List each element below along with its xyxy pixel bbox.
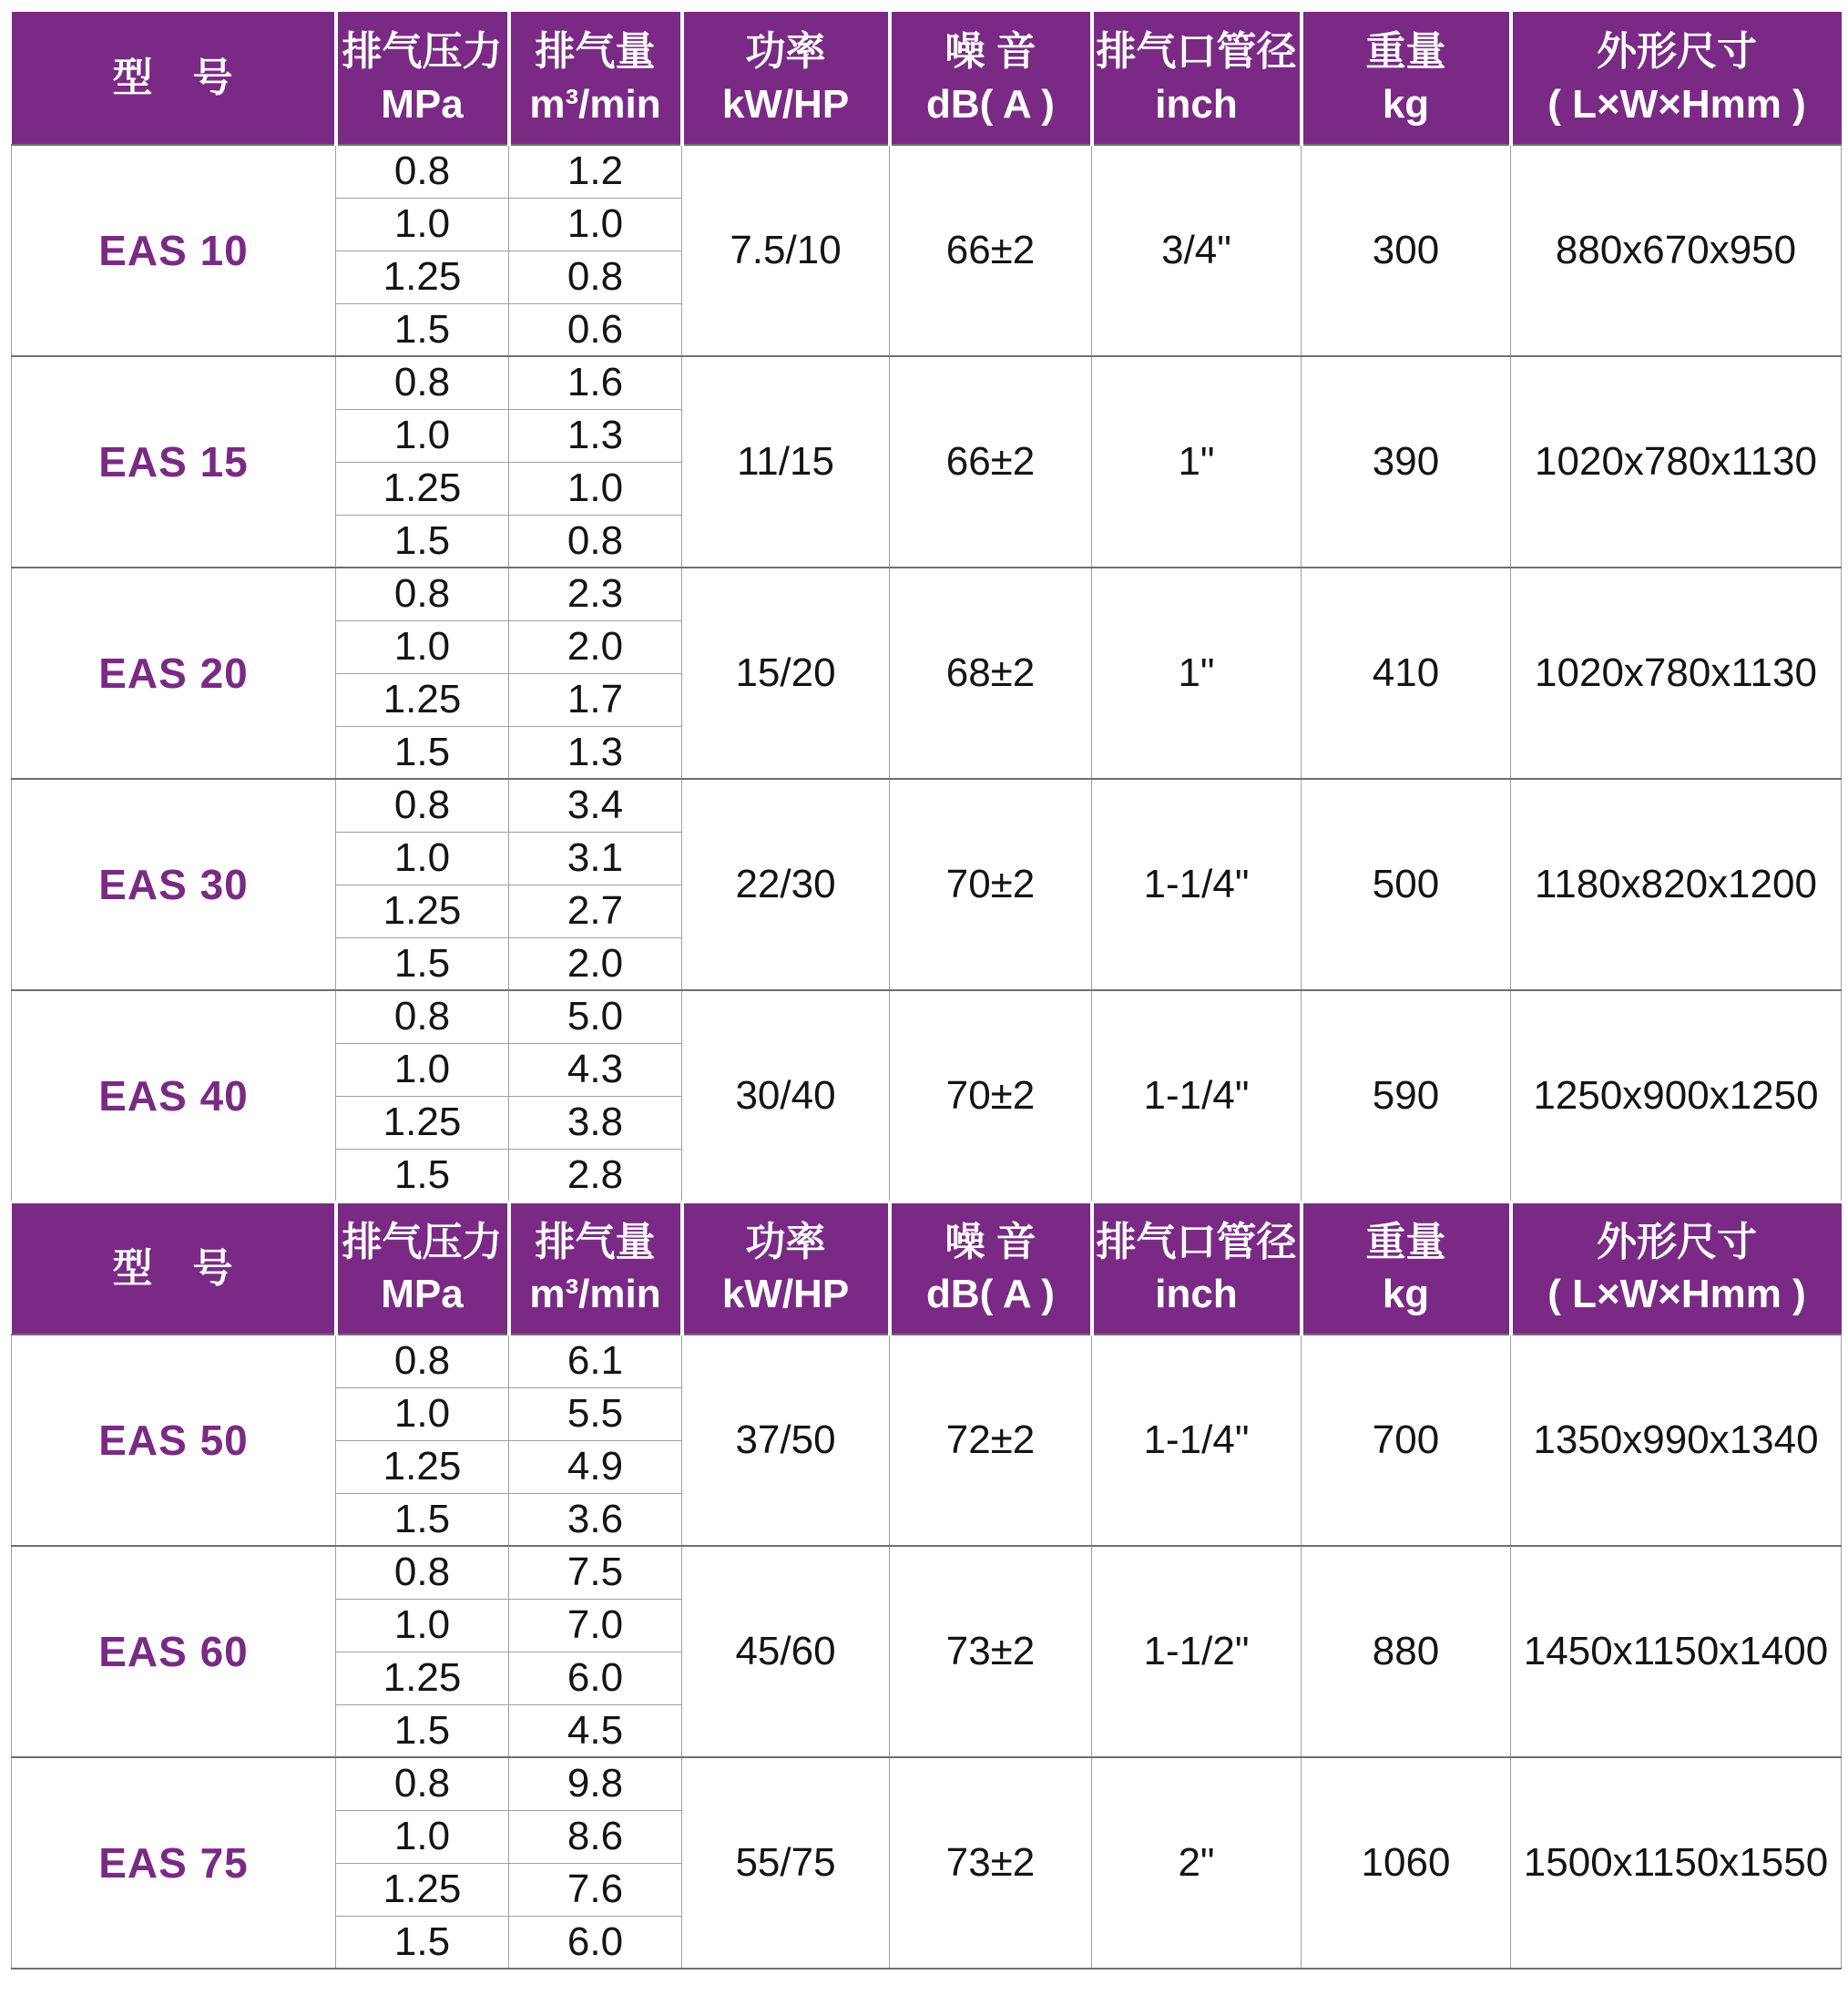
pressure-value: 1.5 xyxy=(336,1704,509,1757)
pressure-value: 0.8 xyxy=(336,1546,509,1599)
dims-value: 1020x780x1130 xyxy=(1511,356,1842,568)
table-header-top xyxy=(12,12,1842,145)
pressure-value: 0.8 xyxy=(336,145,509,198)
model-name: EAS 40 xyxy=(12,990,336,1202)
model-block-eas20 xyxy=(12,568,1842,779)
spec-table xyxy=(11,12,1842,1969)
flow-value: 0.6 xyxy=(509,303,682,356)
dims-value: 1500x1150x1550 xyxy=(1511,1757,1842,1969)
col-header-weight: 重量 kg xyxy=(1302,1202,1511,1335)
pressure-value: 0.8 xyxy=(336,779,509,832)
table-row xyxy=(12,779,1842,832)
weight-value: 880 xyxy=(1302,1546,1511,1757)
flow-value: 2.7 xyxy=(509,885,682,937)
noise-value: 70±2 xyxy=(890,779,1092,990)
pressure-value: 1.25 xyxy=(336,1863,509,1916)
col-header-dims: 外形尺寸 ( L×W×Hmm ) xyxy=(1511,1202,1842,1335)
flow-value: 2.0 xyxy=(509,937,682,990)
flow-value: 1.3 xyxy=(509,409,682,462)
pressure-value: 1.5 xyxy=(336,937,509,990)
flow-value: 1.7 xyxy=(509,673,682,726)
pipe-value: 1-1/4" xyxy=(1092,1335,1302,1546)
flow-value: 4.9 xyxy=(509,1440,682,1493)
model-name: EAS 50 xyxy=(12,1335,336,1546)
flow-value: 6.0 xyxy=(509,1916,682,1969)
model-name: EAS 30 xyxy=(12,779,336,990)
pressure-value: 0.8 xyxy=(336,568,509,620)
flow-value: 2.3 xyxy=(509,568,682,620)
pressure-value: 1.0 xyxy=(336,1387,509,1440)
flow-value: 0.8 xyxy=(509,251,682,303)
col-header-power: 功率 kW/HP xyxy=(682,12,890,145)
noise-value: 66±2 xyxy=(890,145,1092,356)
col-header-noise: 噪 音 dB( A ) xyxy=(890,12,1092,145)
pipe-value: 3/4" xyxy=(1092,145,1302,356)
flow-value: 3.4 xyxy=(509,779,682,832)
noise-value: 72±2 xyxy=(890,1335,1092,1546)
weight-value: 410 xyxy=(1302,568,1511,779)
model-block-eas30 xyxy=(12,779,1842,990)
pressure-value: 1.25 xyxy=(336,1440,509,1493)
model-block-eas50 xyxy=(12,1335,1842,1546)
flow-value: 1.3 xyxy=(509,726,682,779)
table-row xyxy=(12,990,1842,1043)
pressure-value: 1.0 xyxy=(336,1599,509,1652)
col-header-flow: 排气量 m³/min xyxy=(509,12,682,145)
noise-value: 66±2 xyxy=(890,356,1092,568)
flow-value: 7.5 xyxy=(509,1546,682,1599)
pipe-value: 1" xyxy=(1092,568,1302,779)
table-row xyxy=(12,1546,1842,1599)
pressure-value: 1.0 xyxy=(336,1810,509,1863)
flow-value: 3.1 xyxy=(509,832,682,885)
dims-value: 1180x820x1200 xyxy=(1511,779,1842,990)
flow-value: 4.5 xyxy=(509,1704,682,1757)
pressure-value: 0.8 xyxy=(336,1757,509,1810)
col-header-noise: 噪 音 dB( A ) xyxy=(890,1202,1092,1335)
col-header-model: 型 号 xyxy=(12,12,336,145)
pressure-value: 1.25 xyxy=(336,1096,509,1149)
col-header-weight: 重量 kg xyxy=(1302,12,1511,145)
pressure-value: 1.0 xyxy=(336,409,509,462)
pressure-value: 1.5 xyxy=(336,515,509,568)
flow-value: 8.6 xyxy=(509,1810,682,1863)
dims-value: 1350x990x1340 xyxy=(1511,1335,1842,1546)
pressure-value: 1.5 xyxy=(336,1493,509,1546)
flow-value: 2.8 xyxy=(509,1149,682,1202)
pressure-value: 1.25 xyxy=(336,673,509,726)
pressure-value: 1.25 xyxy=(336,885,509,937)
weight-value: 500 xyxy=(1302,779,1511,990)
noise-value: 73±2 xyxy=(890,1546,1092,1757)
col-header-pressure: 排气压力 MPa xyxy=(336,12,509,145)
col-header-pipe: 排气口管径 inch xyxy=(1092,12,1302,145)
pressure-value: 1.5 xyxy=(336,1916,509,1969)
pressure-value: 1.5 xyxy=(336,1149,509,1202)
table-row xyxy=(12,356,1842,409)
flow-value: 9.8 xyxy=(509,1757,682,1810)
flow-value: 1.0 xyxy=(509,198,682,251)
model-name: EAS 15 xyxy=(12,356,336,568)
pressure-value: 1.0 xyxy=(336,832,509,885)
pressure-value: 1.25 xyxy=(336,462,509,515)
model-name: EAS 60 xyxy=(12,1546,336,1757)
model-block-eas60 xyxy=(12,1546,1842,1757)
table-row xyxy=(12,1335,1842,1387)
table-header-middle xyxy=(12,1202,1842,1335)
pressure-value: 0.8 xyxy=(336,990,509,1043)
power-value: 11/15 xyxy=(682,356,890,568)
weight-value: 300 xyxy=(1302,145,1511,356)
col-header-flow: 排气量 m³/min xyxy=(509,1202,682,1335)
col-header-pipe: 排气口管径 inch xyxy=(1092,1202,1302,1335)
power-value: 37/50 xyxy=(682,1335,890,1546)
model-block-eas40 xyxy=(12,990,1842,1202)
col-header-pressure: 排气压力 MPa xyxy=(336,1202,509,1335)
noise-value: 68±2 xyxy=(890,568,1092,779)
flow-value: 7.0 xyxy=(509,1599,682,1652)
power-value: 15/20 xyxy=(682,568,890,779)
dims-value: 1020x780x1130 xyxy=(1511,568,1842,779)
weight-value: 1060 xyxy=(1302,1757,1511,1969)
flow-value: 6.1 xyxy=(509,1335,682,1387)
model-block-eas10 xyxy=(12,145,1842,356)
table-row xyxy=(12,568,1842,620)
flow-value: 7.6 xyxy=(509,1863,682,1916)
model-name: EAS 20 xyxy=(12,568,336,779)
flow-value: 1.0 xyxy=(509,462,682,515)
weight-value: 700 xyxy=(1302,1335,1511,1546)
flow-value: 4.3 xyxy=(509,1043,682,1096)
power-value: 45/60 xyxy=(682,1546,890,1757)
pipe-value: 1-1/4" xyxy=(1092,990,1302,1202)
dims-value: 880x670x950 xyxy=(1511,145,1842,356)
pressure-value: 1.0 xyxy=(336,198,509,251)
table-row xyxy=(12,1757,1842,1810)
noise-value: 73±2 xyxy=(890,1757,1092,1969)
header-row xyxy=(12,1202,1842,1335)
pressure-value: 1.5 xyxy=(336,303,509,356)
weight-value: 390 xyxy=(1302,356,1511,568)
pipe-value: 2" xyxy=(1092,1757,1302,1969)
flow-value: 1.6 xyxy=(509,356,682,409)
model-block-eas15 xyxy=(12,356,1842,568)
model-name: EAS 10 xyxy=(12,145,336,356)
pressure-value: 1.25 xyxy=(336,1652,509,1704)
header-row xyxy=(12,12,1842,145)
flow-value: 3.6 xyxy=(509,1493,682,1546)
power-value: 7.5/10 xyxy=(682,145,890,356)
pressure-value: 1.25 xyxy=(336,251,509,303)
col-header-power: 功率 kW/HP xyxy=(682,1202,890,1335)
flow-value: 5.5 xyxy=(509,1387,682,1440)
flow-value: 0.8 xyxy=(509,515,682,568)
pressure-value: 0.8 xyxy=(336,1335,509,1387)
pressure-value: 1.0 xyxy=(336,1043,509,1096)
pipe-value: 1-1/2" xyxy=(1092,1546,1302,1757)
dims-value: 1450x1150x1400 xyxy=(1511,1546,1842,1757)
model-block-eas75 xyxy=(12,1757,1842,1969)
weight-value: 590 xyxy=(1302,990,1511,1202)
flow-value: 1.2 xyxy=(509,145,682,198)
noise-value: 70±2 xyxy=(890,990,1092,1202)
pressure-value: 1.0 xyxy=(336,620,509,673)
flow-value: 5.0 xyxy=(509,990,682,1043)
table-row xyxy=(12,145,1842,198)
dims-value: 1250x900x1250 xyxy=(1511,990,1842,1202)
power-value: 55/75 xyxy=(682,1757,890,1969)
pressure-value: 0.8 xyxy=(336,356,509,409)
model-name: EAS 75 xyxy=(12,1757,336,1969)
flow-value: 6.0 xyxy=(509,1652,682,1704)
flow-value: 3.8 xyxy=(509,1096,682,1149)
flow-value: 2.0 xyxy=(509,620,682,673)
pressure-value: 1.5 xyxy=(336,726,509,779)
col-header-model: 型 号 xyxy=(12,1202,336,1335)
power-value: 22/30 xyxy=(682,779,890,990)
col-header-dims: 外形尺寸 ( L×W×Hmm ) xyxy=(1511,12,1842,145)
pipe-value: 1" xyxy=(1092,356,1302,568)
pipe-value: 1-1/4" xyxy=(1092,779,1302,990)
power-value: 30/40 xyxy=(682,990,890,1202)
